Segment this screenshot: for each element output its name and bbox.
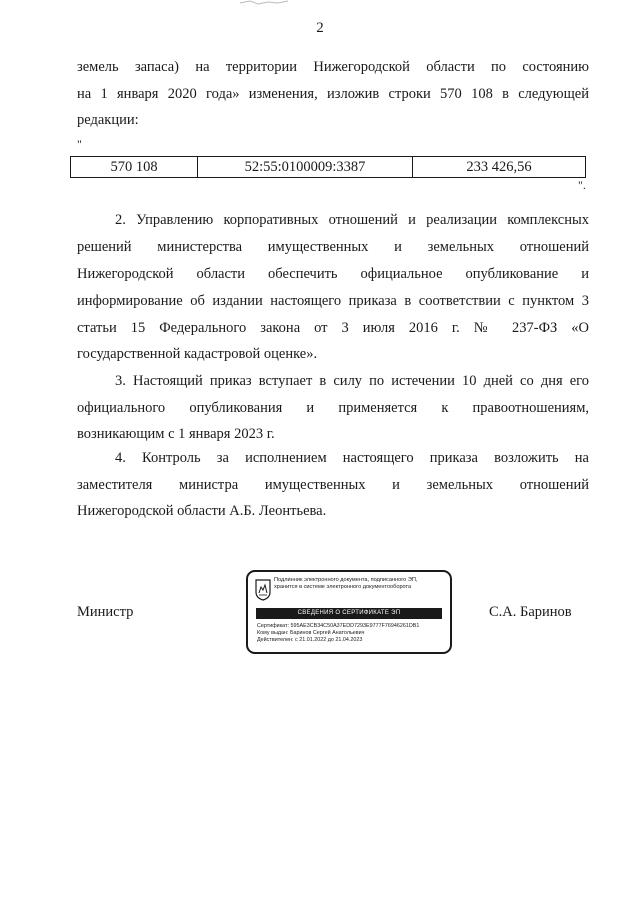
intro-line-1: земель запаса) на территории Нижегородской области по состоянию bbox=[77, 59, 589, 75]
paragraph-2-line-2: решений министерства имущественных и земельных отношений bbox=[77, 239, 589, 255]
cadastral-table bbox=[70, 156, 586, 178]
stamp-header bbox=[274, 577, 450, 591]
stamp-title-bar: СВЕДЕНИЯ О СЕРТИФИКАТЕ ЭП bbox=[256, 608, 442, 619]
paragraph-4-line-3: Нижегородской области А.Б. Леонтьева. bbox=[77, 503, 327, 519]
electronic-signature-stamp bbox=[246, 570, 452, 654]
stamp-header-line-1: Подлинник электронного документа, подписанного ЭП, bbox=[274, 577, 418, 583]
stamp-issued-to: Кому выдан: Баринов Сергей Анатольевич bbox=[257, 630, 365, 636]
paragraph-3-line-2: официального опубликования и применяется к правоотношениям, bbox=[77, 400, 589, 416]
table-cell-value: 233 426,56 bbox=[413, 157, 586, 178]
paragraph-2-line-3: Нижегородской области обеспечить официальное опубликование и bbox=[77, 266, 589, 282]
paragraph-3-line-1: 3. Настоящий приказ вступает в силу по истечении 10 дней со дня его bbox=[115, 373, 589, 389]
paragraph-4-line-1: 4. Контроль за исполнением настоящего приказа возложить на bbox=[115, 450, 589, 466]
page-number: 2 bbox=[316, 20, 324, 36]
intro-line-3: редакции: bbox=[77, 112, 139, 128]
stamp-header-line-2: хранится в системе электронного документооборота bbox=[274, 584, 412, 590]
signature-position: Министр bbox=[77, 604, 134, 620]
table-cell-line-number: 570 108 bbox=[71, 157, 198, 178]
paragraph-2-line-5: статьи 15 Федерального закона от 3 июля 2016 г. № 237-ФЗ «О bbox=[77, 320, 589, 336]
paragraph-2-line-1: 2. Управлению корпоративных отношений и реализации комплексных bbox=[115, 212, 589, 228]
scan-smudge bbox=[238, 0, 290, 6]
stamp-validity: Действителен: с 21.01.2022 до 21.04.2023 bbox=[257, 637, 363, 643]
quote-open: " bbox=[77, 137, 82, 151]
table-cell-cadastral-number: 52:55:0100009:3387 bbox=[198, 157, 413, 178]
intro-line-2: на 1 января 2020 года» изменения, изложив строки 570 108 в следующей bbox=[77, 86, 589, 102]
paragraph-3-line-3: возникающим с 1 января 2023 г. bbox=[77, 426, 275, 442]
signature-name: С.А. Баринов bbox=[489, 604, 572, 620]
coat-of-arms-icon bbox=[255, 579, 271, 601]
paragraph-4-line-2: заместителя министра имущественных и земельных отношений bbox=[77, 477, 589, 493]
stamp-certificate: Сертификат: 595AE3CB34C50A37EDD7293E9777F76946261DB1 bbox=[257, 623, 420, 629]
table-row bbox=[71, 157, 586, 178]
quote-close: ". bbox=[578, 178, 586, 192]
paragraph-2-line-6: государственной кадастровой оценке». bbox=[77, 346, 318, 362]
paragraph-2-line-4: информирование об издании настоящего приказа в соответствии с пунктом 3 bbox=[77, 293, 589, 309]
